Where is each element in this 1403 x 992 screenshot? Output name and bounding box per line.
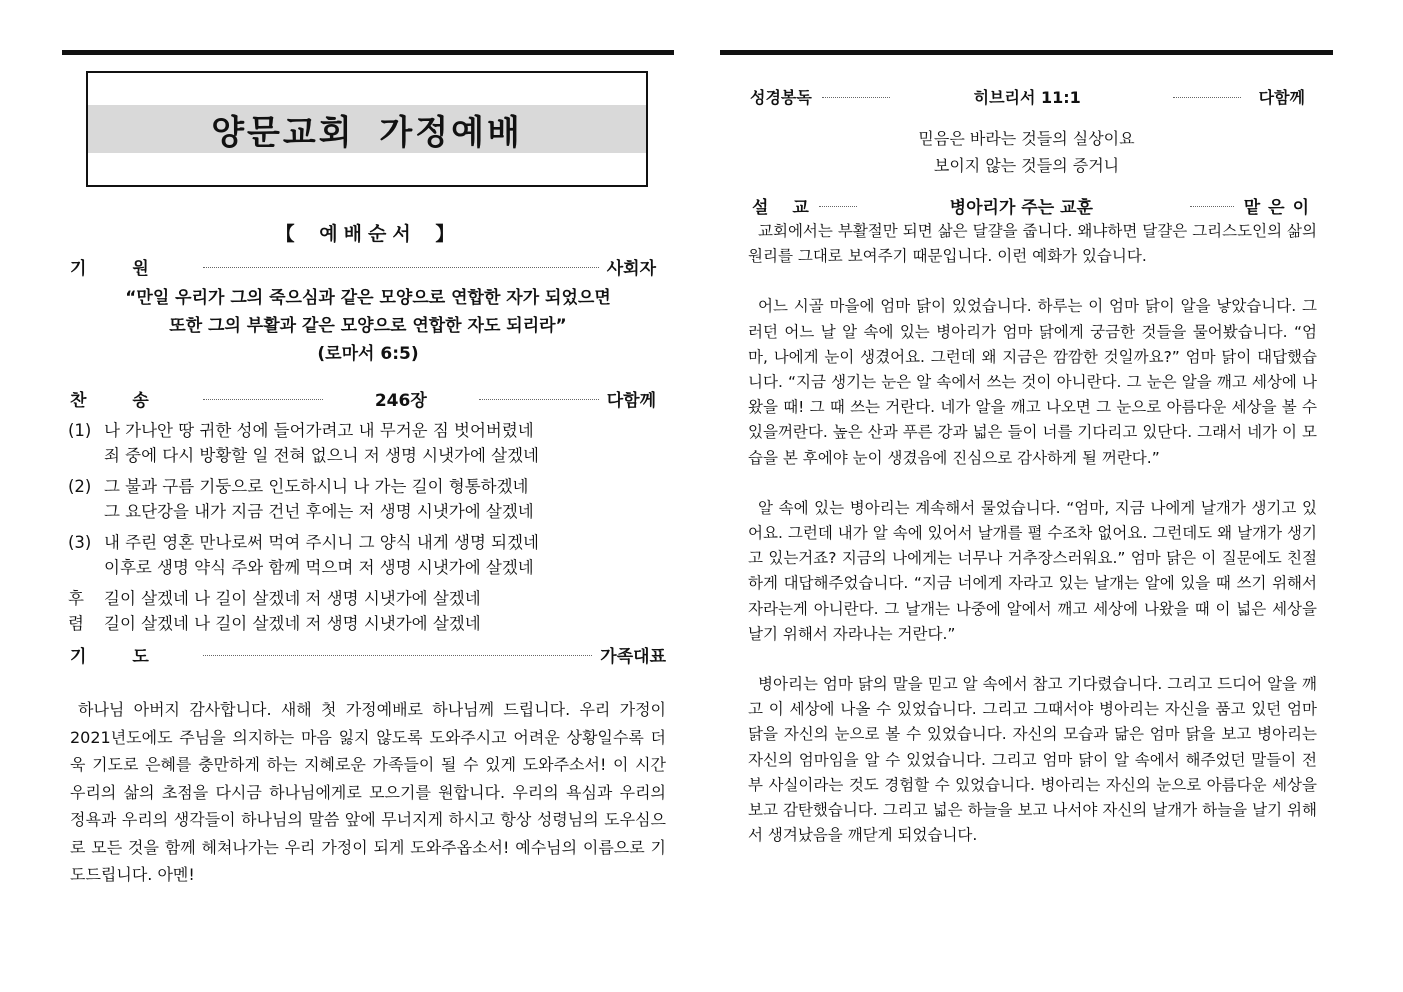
reading-label: 성경봉독 (750, 87, 812, 107)
left-column (62, 50, 674, 889)
hymn-line: 이후로 생명 약식 주와 함께 먹으며 저 생명 시냇가에 살겠네 (104, 558, 534, 577)
hymn-line: 나 가나안 땅 귀한 성에 들어가려고 내 무거운 짐 벗어버렸네 (104, 421, 534, 440)
invocation-label: 기원 (70, 258, 195, 279)
refrain-tag: 렴 (68, 614, 84, 633)
dotted-leader (479, 399, 599, 400)
order-heading: 【 예배순서 】 (275, 223, 461, 245)
prayer-leader: 가족대표 (600, 646, 666, 667)
hymn-number: 246장 (374, 390, 427, 411)
hymn-label: 찬송 (70, 390, 195, 411)
prayer-text: 하나님 아버지 감사합니다. 새해 첫 가정예배로 하나님께 드립니다. 우리 가정이 2021년도에도 주님을 의지하는 마음 잃지 않도록 도와주시고 어려운 상황일수록 더욱 기도로 은혜를 충만하게 하는 지혜로운 가족들이 될 수 있게 도와주소서! 이 시간 우리의 삶의 초점을 다시금 하나님에게로 모으기를 원합니다. 우리의 욕심과 우리의 정욕과 우리의 생각들이 하나님의 말씀 앞에 무너지게 하시고 항상 성령님의 도우심으로 모든 것을 함께 헤쳐나가는 우리 가정이 되게 도와주옵소서! 예수님의 이름으로 기도드립니다. 아멘! (70, 700, 666, 884)
sermon-paragraph: 교회에서는 부활절만 되면 삶은 달걀을 줍니다. 왜냐하면 달걀은 그리스도인의 삶의 원리를 그대로 보여주기 때문입니다. 이런 예화가 있습니다. (748, 222, 1317, 266)
dotted-leader (203, 655, 592, 656)
refrain-line (68, 611, 674, 636)
refrain-text: 길이 살겠네 나 길이 살겠네 저 생명 시냇가에 살겠네 (104, 589, 481, 608)
sermon-leader: 맡은이 (1243, 197, 1317, 218)
invocation-row (62, 252, 674, 280)
hymn-verse (68, 530, 674, 580)
hymn-line: 그 불과 구름 기둥으로 인도하시니 나 가는 길이 형통하겠네 (104, 477, 529, 496)
opening-verse (62, 284, 674, 368)
title-box (86, 71, 648, 187)
sermon-paragraph: 어느 시골 마을에 엄마 닭이 있었습니다. 하루는 이 엄마 닭이 알을 낳았습니다. 그러던 어느 날 알 속에 있는 병아리가 엄마 닭에게 궁금한 것들을 물어봤습니다. “엄마, 나에게 눈이 생겼어요. 그런데 왜 지금은 깜깜한 것일까요?” 엄마 닭이 대답했습니다. “지금 생기는 눈은 알 속에서 쓰는 것이 아니란다. 그 눈은 알을 깨고 세상에 나왔을 때! 그 때 쓰는 거란다. 네가 알을 깨고 나오면 그 눈으로 아름다운 세상을 볼 수 있을꺼란다. 높은 산과 푸른 강과 넓은 들이 너를 기다리고 있단다. 그래서 네가 이 모습을 본 후에야 눈이 생겼음에 진심으로 감사하게 될 꺼란다.” (748, 297, 1317, 467)
sermon-row (720, 191, 1333, 219)
hymn-row (62, 384, 674, 412)
dotted-leader (1173, 97, 1241, 98)
hymn-line: 내 주린 영혼 만나로써 먹여 주시니 그 양식 내게 생명 되겠네 (104, 533, 539, 552)
reading-row (720, 81, 1333, 111)
reading-reference: 히브리서 11:1 (973, 87, 1081, 107)
refrain-text: 길이 살겠네 나 길이 살겠네 저 생명 시냇가에 살겠네 (104, 614, 481, 633)
page-title: 양문교회 가정예배 (88, 105, 646, 153)
sermon-body (748, 219, 1317, 848)
verse-number: (1) (68, 421, 92, 440)
right-column (720, 50, 1333, 873)
refrain-line (68, 586, 674, 611)
scripture-line: 보이지 않는 것들의 증거니 (933, 156, 1120, 175)
verse-line: “만일 우리가 그의 죽으심과 같은 모양으로 연합한 자가 되었으면 (125, 288, 611, 308)
hymn-line: 그 요단강을 내가 지금 건넌 후에는 저 생명 시냇가에 살겠네 (104, 502, 534, 521)
prayer-row (62, 640, 674, 668)
refrain-tag: 후 (68, 589, 84, 608)
verse-number: (2) (68, 477, 92, 496)
prayer-label: 기도 (70, 646, 195, 667)
hymn-verse (68, 474, 674, 524)
verse-line: 또한 그의 부활과 같은 모양으로 연합한 자도 되리라” (169, 316, 567, 336)
left-top-rule (62, 50, 674, 55)
hymn-verses (68, 418, 674, 636)
dotted-leader (203, 399, 323, 400)
sermon-paragraph: 알 속에 있는 병아리는 계속해서 물었습니다. “엄마, 지금 나에게 날개가 생기고 있어요. 그런데 내가 알 속에 있어서 날개를 펼 수조차 없어요. 그런데도 왜 날개가 생기고 있는거죠? 지금의 나에게는 너무나 거추장스러워요.” 엄마 닭은 이 질문에도 친절하게 대답해주었습니다. “지금 너에게 자라고 있는 날개는 알에 있을 때 쓰기 위해서 자라는게 아니란다. 그 날개는 나중에 알에서 깨고 세상에 나왔을 때 이 넓은 세상을 날기 위해서 자라나는 거란다.” (748, 498, 1317, 643)
verse-reference: (로마서 6:5) (317, 344, 419, 364)
sermon-label: 설교 (752, 197, 833, 218)
verse-number: (3) (68, 533, 92, 552)
reading-leader: 다함께 (1258, 87, 1305, 107)
dotted-leader (1190, 206, 1234, 207)
scripture-text (720, 125, 1333, 179)
sermon-title: 병아리가 주는 교훈 (949, 197, 1093, 218)
hymn-leader: 다함께 (606, 390, 656, 411)
invocation-leader: 사회자 (606, 258, 656, 279)
scripture-line: 믿음은 바라는 것들의 실상이요 (918, 129, 1135, 148)
sermon-paragraph: 병아리는 엄마 닭의 말을 믿고 알 속에서 참고 기다렸습니다. 그리고 드디어 알을 깨고 이 세상에 나올 수 있었습니다. 그리고 그때서야 병아리는 자신을 품고 있던 엄마 닭을 자신의 눈으로 볼 수 있었습니다. 자신의 모습과 닮은 엄마 닭을 보고 병아리는 자신의 엄마임을 알 수 있었습니다. 그리고 엄마 닭이 알 속에서 해주었던 말들이 전부 사실이라는 것도 경험할 수 있었습니다. 병아리는 자신의 눈으로 아름다운 세상을 보고 감탄했습니다. 그리고 넓은 하늘을 보고 나서야 자신의 날개가 하늘을 날기 위해서 생겨났음을 깨닫게 되었습니다. (748, 675, 1317, 845)
dotted-leader (822, 97, 890, 98)
hymn-verse (68, 418, 674, 468)
dotted-leader (203, 267, 599, 268)
hymn-line: 죄 중에 다시 방황할 일 전혀 없으니 저 생명 시냇가에 살겠네 (104, 446, 539, 465)
right-top-rule (720, 50, 1333, 55)
dotted-leader (819, 206, 857, 207)
